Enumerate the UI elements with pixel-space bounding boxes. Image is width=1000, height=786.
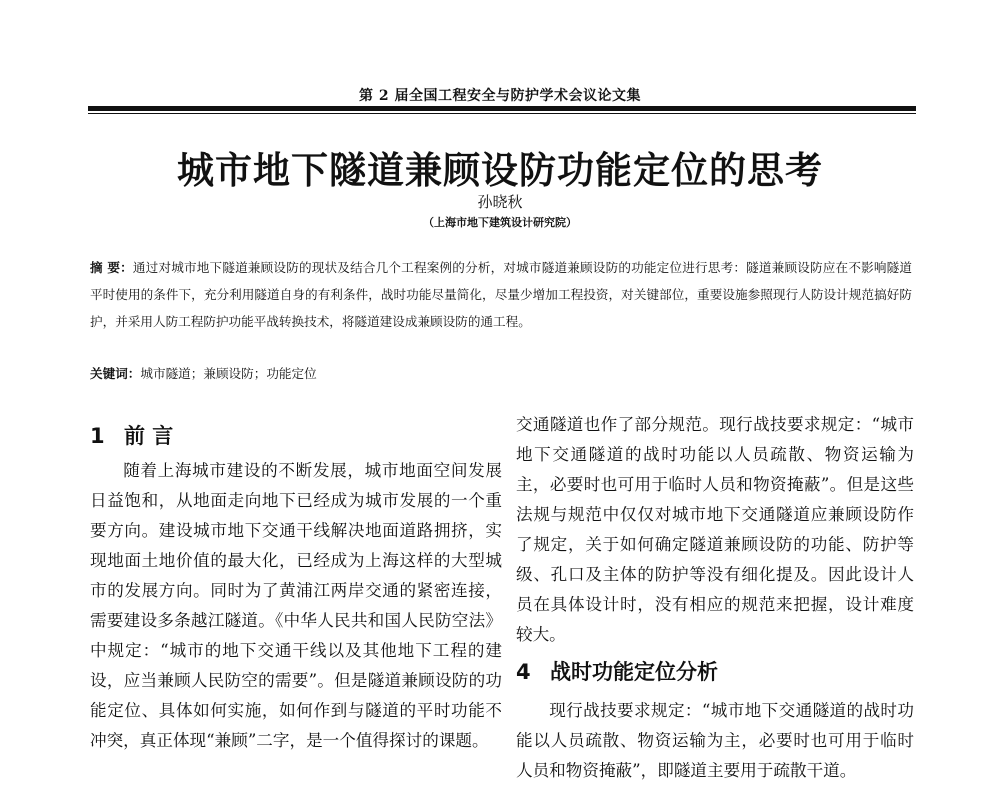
section-1-paragraph: 随着上海城市建设的不断发展，城市地面空间发展日益饱和，从地面走向地下已经成为城市发展的一个重要方向。建设城市地下交通干线解决地面道路拥挤，实现地面土地价值的最大化，已经成为上海这样的大型城市的发展方向。同时为了黄浦江两岸交通的紧密连接，需要建设多条越江隧道。《中华人民共和国人民防空法》中规定：“城市的地下交通干线以及其他地下工程的建设，应当兼顾人民防空的需要”。但是隧道兼顾设防的功能定位、具体如何实施，如何作到与隧道的平时功能不冲突，真正体现“兼顾”二字，是一个值得探讨的课题。 (90, 461, 502, 750)
keywords-text: 城市隧道；兼顾设防；功能定位 (140, 366, 317, 381)
running-header: 第 2 届全国工程安全与防护学术会议论文集 (359, 88, 641, 104)
header-rule-thick (88, 106, 916, 111)
section-1-title: 前 言 (124, 424, 174, 448)
abstract (90, 254, 912, 335)
section-1-heading (90, 420, 502, 452)
header-rule-thin (88, 113, 916, 114)
keywords-label: 关键词： (90, 366, 141, 381)
section-4-heading (516, 656, 914, 688)
abstract-text: 通过对城市地下隧道兼顾设防的现状及结合几个工程案例的分析，对城市隧道兼顾设防的功能定位进行思考：隧道兼顾设防应在不影响隧道平时使用的条件下，充分利用隧道自身的有利条件，战时功能尽量简化，尽量少增加工程投资，对关键部位，重要设施参照现行人防设计规范搞好防护，并采用人防工程防护功能平战转换技术，将隧道建设成兼顾设防的通工程。 (90, 260, 913, 329)
left-column (90, 420, 502, 756)
paper-affiliation: （上海市地下建筑设计研究院） (423, 216, 577, 229)
section-1-number: 1 (90, 424, 105, 448)
paper-author: 孙晓秋 (477, 193, 523, 211)
right-column (516, 410, 914, 786)
right-continuation-paragraph: 交通隧道也作了部分规范。现行战技要求规定：“城市地下交通隧道的战时功能以人员疏散、物资运输为主，必要时也可用于临时人员和物资掩蔽”。但是这些法规与规范中仅仅对城市地下交通隧道应兼顾设防作了规定，关于如何确定隧道兼顾设防的功能、防护等级、孔口及主体的防护等没有细化提及。因此设计人员在具体设计时，没有相应的规范来把握，设计难度较大。 (516, 415, 914, 644)
section-4-number: 4 (516, 660, 531, 684)
section-4-title: 战时功能定位分析 (550, 660, 718, 684)
section-4-paragraph: 现行战技要求规定：“城市地下交通隧道的战时功能以人员疏散、物资运输为主，必要时也可用于临时人员和物资掩蔽”，即隧道主要用于疏散干道。 (516, 701, 914, 780)
abstract-label: 摘 要： (90, 260, 133, 275)
paper-title: 城市地下隧道兼顾设防功能定位的思考 (177, 149, 823, 192)
keywords (90, 360, 912, 387)
